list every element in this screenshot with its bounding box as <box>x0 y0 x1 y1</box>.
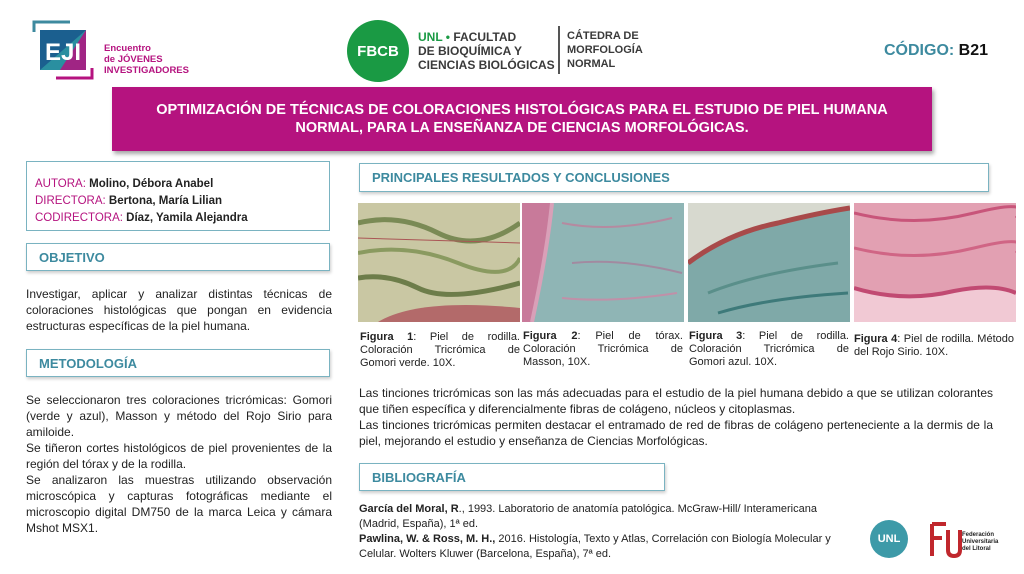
reference-2 <box>359 532 849 562</box>
bibliografia-list <box>359 502 849 562</box>
figure-4-micrograph <box>854 203 1016 322</box>
metodologia-p2: Se tiñeron cortes histológicos de piel provenientes de la región del tórax y de la rodilla. <box>26 441 332 471</box>
catedra-line-2: MORFOLOGÍA <box>567 44 643 56</box>
federacion-line-2: Universitaria <box>962 539 999 545</box>
figure-2-caption <box>523 330 683 369</box>
figure-4-caption-text: : Piel de rodilla. Método del Rojo Sirio. 10X. <box>854 333 1015 358</box>
reference-1 <box>359 502 849 532</box>
unl-line-3: CIENCIAS BIOLÓGICAS <box>418 58 555 72</box>
eji-logo <box>30 18 96 82</box>
figure-1-micrograph <box>358 203 520 322</box>
eji-line-2: de JÓVENES <box>104 54 163 65</box>
metodologia-p3: Se analizaron las muestras utilizando observación microscópica y capturas fotográficas mediante el microscopio digital DM750 de la marca Leica y cámara Mshot MSX1. <box>26 473 332 535</box>
resultados-p1: Las tinciones tricrómicas son las más adecuadas para el estudio de la piel humana debido a que se utilizan colorantes que tiñen específica y diferencialmente fibras de colágeno, núcleos y citoplasmas. <box>359 386 993 416</box>
figure-1-caption-text: : Piel de rodilla. Coloración Tricrómica de Gomori verde. 10X. <box>360 331 520 369</box>
figure-1-caption <box>360 331 520 370</box>
figure-2-caption-text: : Piel de tórax. Coloración Tricrómica de Masson, 10X. <box>523 330 683 368</box>
unl-faculty-text: UNL • FACULTAD DE BIOQUÍMICA Y CIENCIAS BIOLÓGICAS <box>418 30 555 72</box>
eji-text <box>104 43 189 76</box>
unl-line-1: FACULTAD <box>453 30 517 44</box>
poster-title: OPTIMIZACIÓN DE TÉCNICAS DE COLORACIONES HISTOLÓGICAS PARA EL ESTUDIO DE PIEL HUMANA NORMAL, PARA LA ENSEÑANZA DE CIENCIAS MORFOLÓGICAS. <box>112 87 932 151</box>
resultados-heading: PRINCIPALES RESULTADOS Y CONCLUSIONES <box>359 163 989 192</box>
catedra-line-3: NORMAL <box>567 58 616 70</box>
unl-footer-logo: UNL <box>870 520 908 558</box>
reference-2-author: Pawlina, W. & Ross, M. H., <box>359 533 496 545</box>
federacion-logo-icon <box>928 520 962 560</box>
catedra-text <box>567 29 643 71</box>
codigo <box>884 42 988 60</box>
metodologia-text <box>26 392 332 536</box>
eji-logo-text: EJI <box>44 39 82 66</box>
figure-4-label: Figura 4 <box>854 333 898 345</box>
unl-line-2: DE BIOQUÍMICA Y <box>418 44 523 58</box>
metodologia-heading: METODOLOGÍA <box>26 349 330 377</box>
header-divider <box>558 26 560 74</box>
directora-name: Bertona, María Lilian <box>108 195 223 207</box>
figure-2-label: Figura 2 <box>523 330 578 342</box>
autora-label: AUTORA <box>35 178 83 190</box>
fbcb-logo: FBCB <box>347 20 409 82</box>
eji-line-3: INVESTIGADORES <box>104 65 189 76</box>
figure-3-caption <box>689 330 849 369</box>
codirectora-label: CODIRECTORA <box>35 212 120 224</box>
unl-prefix: UNL <box>418 30 443 44</box>
reference-1-text: ., 1993. Laboratorio de anatomía patológica. McGraw-Hill/ Interamericana (Madrid, España), 1ª ed. <box>359 503 817 530</box>
eji-line-1: Encuentro <box>104 43 151 54</box>
figure-2-micrograph <box>522 203 684 322</box>
figure-3-caption-text: : Piel de rodilla. Coloración Tricrómica de Gomori azul. 10X. <box>689 330 849 368</box>
resultados-text <box>359 385 993 449</box>
autora-name: Molino, Débora Anabel <box>89 178 214 190</box>
resultados-p2: Las tinciones tricrómicas permiten destacar el entramado de red de fibras de colágeno perteneciente a la dermis de la piel, mejorando el estudio y enseñanza de Ciencias Morfológicas. <box>359 418 993 448</box>
reference-2-text: 2016. Histología, Texto y Atlas, Correlación con Biología Molecular y Celular. Wolters Kluwer (Barcelona, España), 7ª ed. <box>359 533 831 560</box>
federacion-text <box>962 532 1002 553</box>
figure-3-micrograph <box>688 203 850 322</box>
codigo-value: B21 <box>958 42 989 59</box>
objetivo-heading: OBJETIVO <box>26 243 330 271</box>
codigo-label: CÓDIGO: <box>884 42 955 59</box>
federacion-line-1: Federación <box>962 532 995 538</box>
codirectora-name: Díaz, Yamila Alejandra <box>126 212 248 224</box>
catedra-line-1: CÁTEDRA DE <box>567 30 639 42</box>
directora-label: DIRECTORA <box>35 195 103 207</box>
federacion-line-3: del Litoral <box>962 546 991 552</box>
figure-4-caption <box>854 333 1014 359</box>
bibliografia-heading: BIBLIOGRAFÍA <box>359 463 665 491</box>
metodologia-p1: Se seleccionaron tres coloraciones tricrómicas: Gomori (verde y azul), Masson y método del Rojo Sirio para amiloide. <box>26 393 332 439</box>
reference-1-author: García del Moral, R <box>359 503 459 515</box>
objetivo-text: Investigar, aplicar y analizar distintas técnicas de coloraciones histológicas que pongan en evidencia estructuras específicas de la piel humana. <box>26 287 332 333</box>
figure-1-label: Figura 1 <box>360 331 414 343</box>
authors-box: AUTORA: Molino, Débora Anabel DIRECTORA: Bertona, María Lilian CODIRECTORA: Díaz, Yamila Alejandra <box>26 161 330 231</box>
figure-3-label: Figura 3 <box>689 330 743 342</box>
